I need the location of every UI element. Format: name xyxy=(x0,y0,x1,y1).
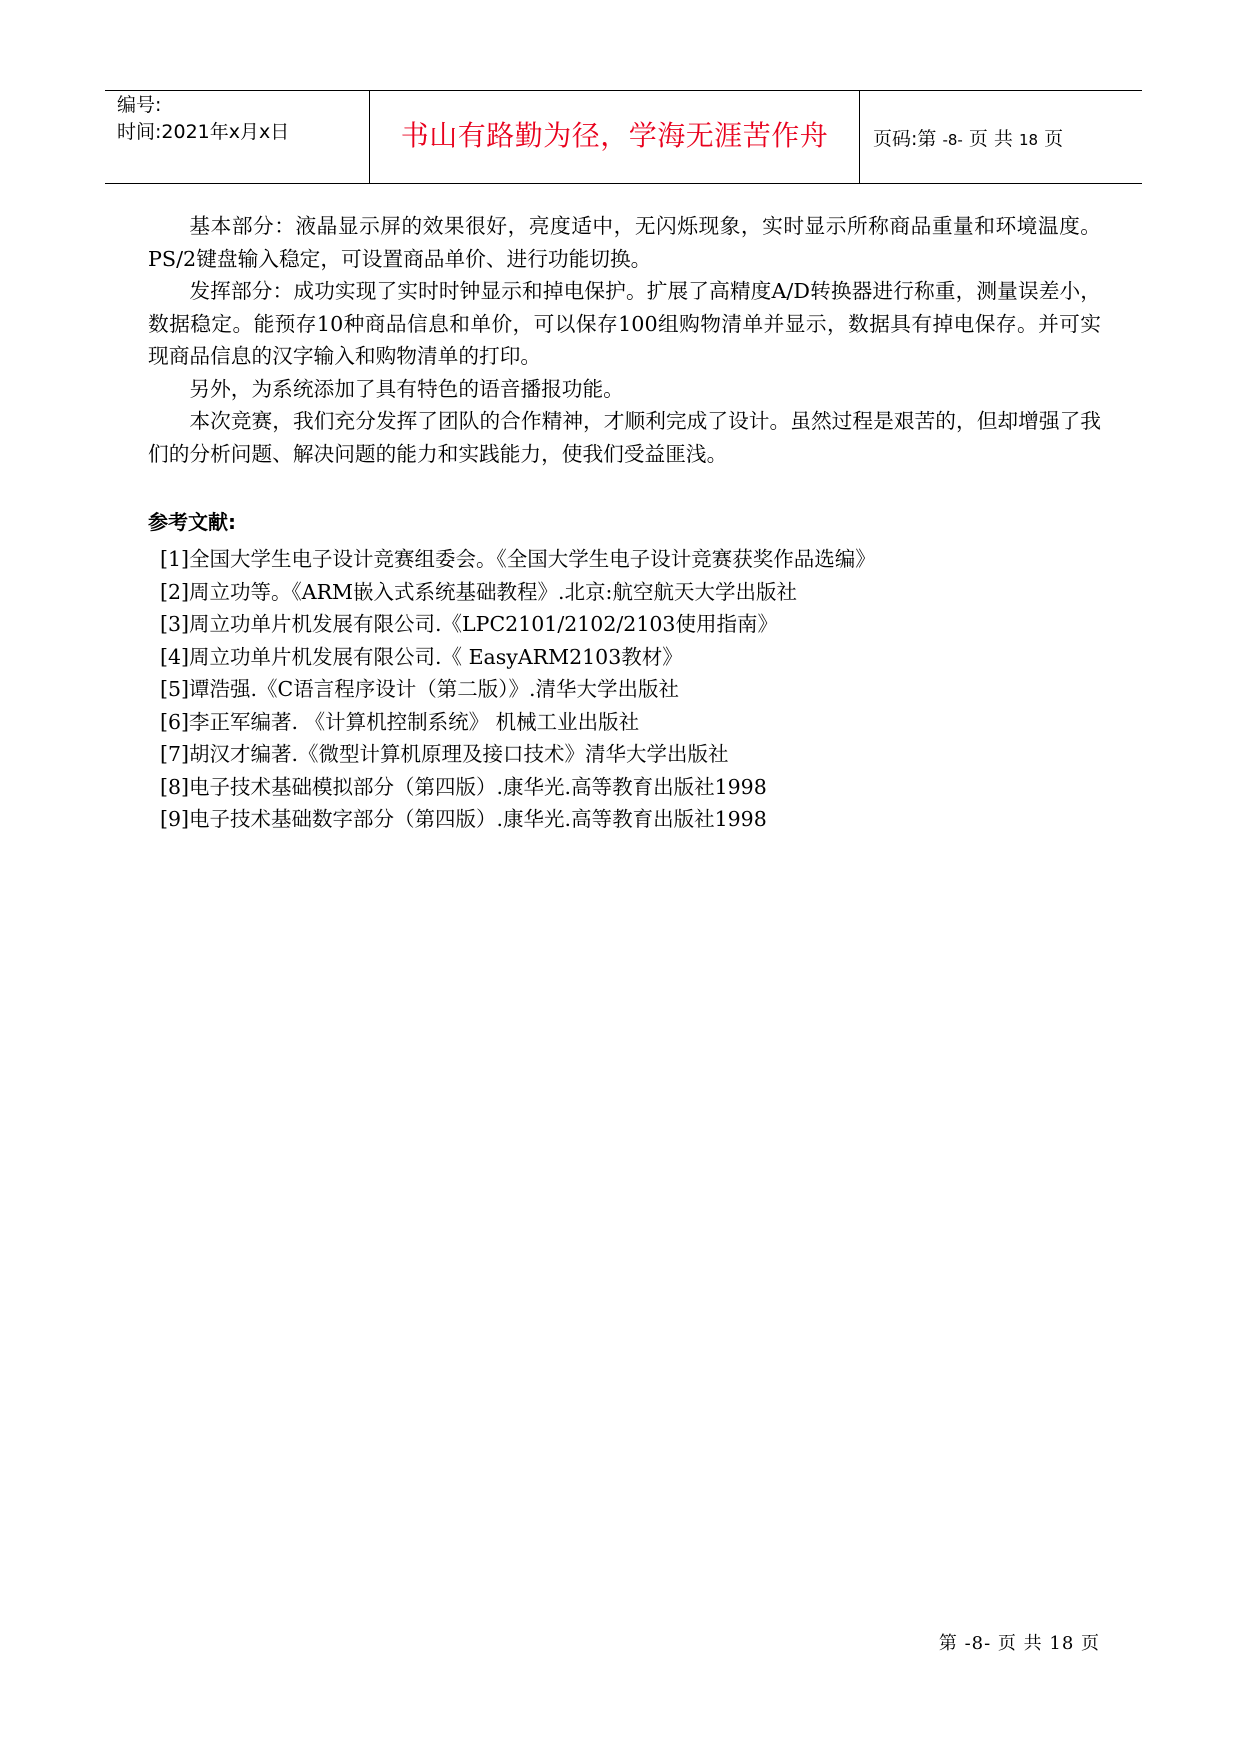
references-heading: 参考文献: xyxy=(148,510,236,534)
reference-item: [7]胡汉才编著.《微型计算机原理及接口技术》清华大学出版社 xyxy=(160,742,729,766)
header-slogan: 书山有路勤为径，学海无涯苦作舟 xyxy=(400,119,829,152)
paragraph-voice-feature: 另外，为系统添加了具有特色的语音播报功能。 xyxy=(189,376,624,401)
header-top-rule xyxy=(105,90,1142,91)
header-page-middle: 页 共 xyxy=(968,128,1013,150)
summary-section xyxy=(148,210,1101,470)
header-page-prefix: 页码:第 xyxy=(873,128,937,150)
page-footer-number: 第 -8- 页 共 18 页 xyxy=(938,1633,1100,1654)
serial-number-label: 编号: xyxy=(117,94,162,116)
reference-item: [3]周立功单片机发展有限公司.《LPC2101/2102/2103使用指南》 xyxy=(160,612,778,636)
reference-item: [5]谭浩强.《C语言程序设计（第二版）》.清华大学出版社 xyxy=(160,677,680,701)
references-list xyxy=(160,543,876,836)
header-page-total: 18 xyxy=(1018,131,1039,149)
time-label: 时间:2021年x月x日 xyxy=(117,121,290,143)
reference-item: [8]电子技术基础模拟部分（第四版）.康华光.高等教育出版社1998 xyxy=(160,774,767,799)
paragraph-conclusion: 本次竞赛，我们充分发挥了团队的合作精神，才顺利完成了设计。虽然过程是艰苦的，但却增强了我们的分析问题、解决问题的能力和实践能力，使我们受益匪浅。 xyxy=(148,409,1101,466)
reference-item: [9]电子技术基础数字部分（第四版）.康华光.高等教育出版社1998 xyxy=(160,807,767,831)
reference-item: [2]周立功等。《ARM嵌入式系统基础教程》.北京:航空航天大学出版社 xyxy=(160,579,797,604)
paragraph-extended-part: 发挥部分：成功实现了实时时钟显示和掉电保护。扩展了高精度A/D转换器进行称重，测量误差小，数据稳定。能预存10种商品信息和单价，可以保存100组购物清单并显示，数据具有掉电保存。并可实现商品信息的汉字输入和购物清单的打印。 xyxy=(148,279,1101,368)
paragraph-basic-part: 基本部分：液晶显示屏的效果很好，亮度适中，无闪烁现象，实时显示所称商品重量和环境温度。PS/2键盘输入稳定，可设置商品单价、进行功能切换。 xyxy=(148,214,1101,271)
header-page-indicator xyxy=(873,127,1063,152)
header-page-current: -8- xyxy=(942,131,963,149)
header-bottom-rule xyxy=(105,183,1142,184)
reference-item: [1]全国大学生电子设计竞赛组委会。《全国大学生电子设计竞赛获奖作品选编》 xyxy=(160,547,876,571)
reference-item: [4]周立功单片机发展有限公司.《 EasyARM2103教材》 xyxy=(160,644,683,669)
header-page-suffix: 页 xyxy=(1044,128,1064,150)
header-divider-right xyxy=(859,90,860,183)
reference-item: [6]李正军编著. 《计算机控制系统》 机械工业出版社 xyxy=(160,709,640,734)
